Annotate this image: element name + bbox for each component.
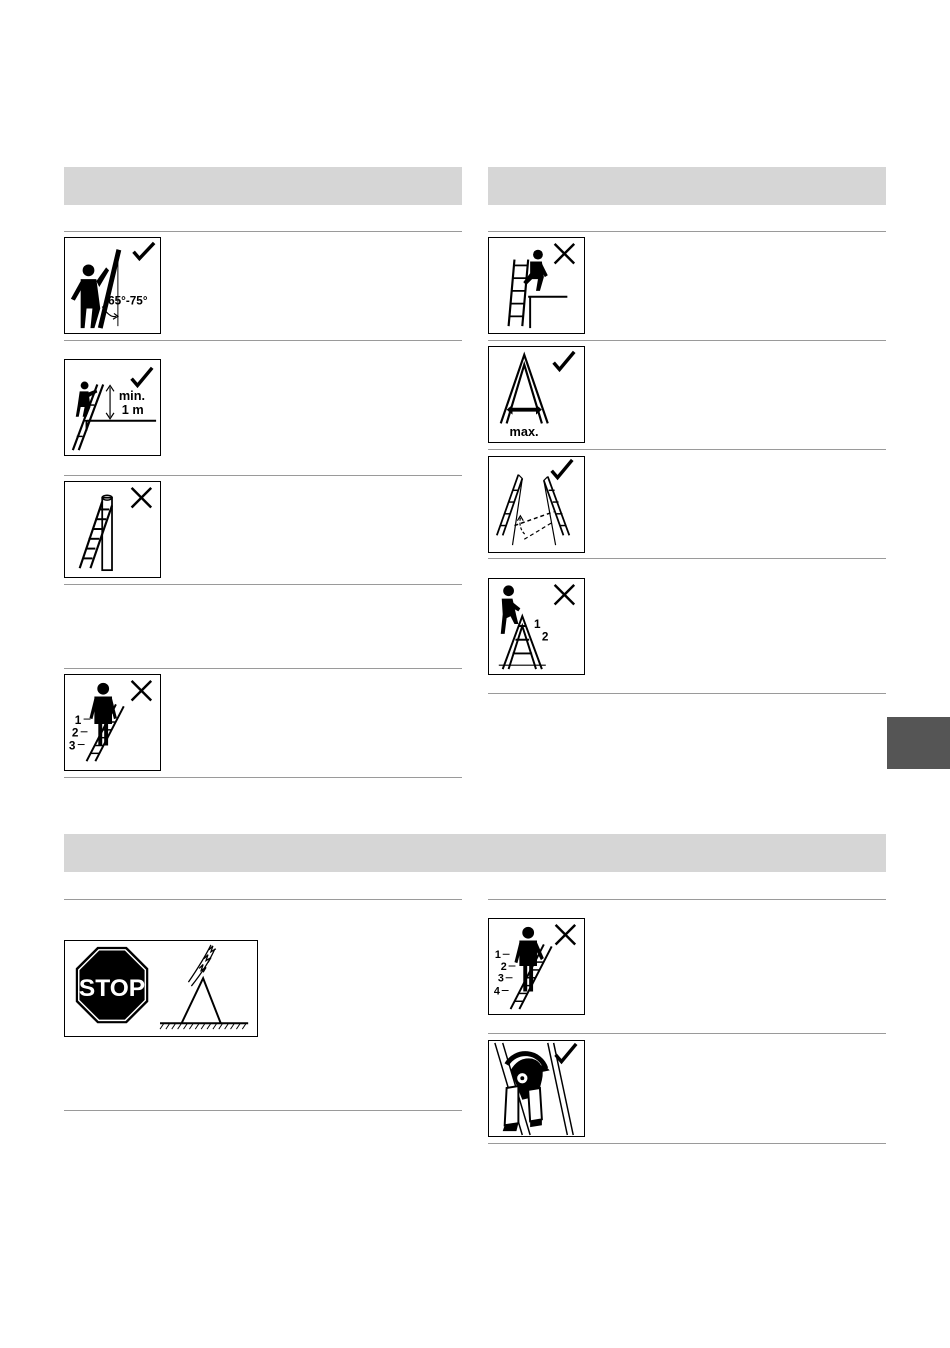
cross-icon bbox=[555, 244, 575, 264]
stepladder-top-rungs-pictogram bbox=[488, 578, 585, 675]
distance-label: 1 m bbox=[121, 401, 144, 417]
divider bbox=[64, 231, 462, 232]
divider bbox=[64, 340, 462, 341]
divider bbox=[64, 777, 462, 778]
stepladder-max-spread-pictogram bbox=[488, 346, 585, 443]
min-label: min. bbox=[118, 388, 146, 404]
cross-icon bbox=[132, 488, 152, 508]
divider bbox=[64, 1110, 462, 1111]
divider bbox=[488, 340, 886, 341]
ladder-extension-height-pictogram bbox=[64, 359, 161, 456]
check-icon bbox=[556, 1044, 577, 1062]
divider bbox=[64, 668, 462, 669]
section-header-band-right bbox=[488, 167, 886, 205]
angle-label: 65°-75° bbox=[108, 294, 148, 308]
svg-text:4: 4 bbox=[493, 985, 500, 998]
divider bbox=[488, 693, 886, 694]
hinge-lock-pictogram bbox=[488, 1040, 585, 1137]
svg-text:1: 1 bbox=[534, 617, 541, 631]
check-icon bbox=[132, 368, 153, 386]
extension-ladder-top-rungs-pictogram bbox=[488, 918, 585, 1015]
divider bbox=[64, 899, 462, 900]
section-header-band-left bbox=[64, 167, 462, 205]
divider bbox=[488, 449, 886, 450]
cross-icon bbox=[555, 585, 575, 605]
divider bbox=[64, 584, 462, 585]
svg-text:1: 1 bbox=[74, 713, 82, 727]
check-icon bbox=[552, 460, 573, 478]
ladder-against-pole-pictogram bbox=[64, 481, 161, 578]
svg-text:1: 1 bbox=[494, 949, 501, 962]
cross-icon bbox=[556, 925, 576, 945]
check-icon bbox=[554, 352, 575, 370]
divider bbox=[488, 899, 886, 900]
divider bbox=[488, 1033, 886, 1034]
ladder-top-rungs-pictogram bbox=[64, 674, 161, 771]
stepladder-spreader-pictogram bbox=[488, 456, 585, 553]
section-header-band-bottom bbox=[64, 834, 886, 872]
divider bbox=[488, 231, 886, 232]
divider bbox=[488, 1143, 886, 1144]
step-over-pictogram bbox=[488, 237, 585, 334]
divider bbox=[64, 475, 462, 476]
max-label: max. bbox=[509, 424, 539, 440]
svg-text:2: 2 bbox=[541, 630, 549, 644]
svg-text:3: 3 bbox=[68, 739, 76, 753]
stop-power-line-pictogram bbox=[64, 940, 258, 1037]
svg-text:3: 3 bbox=[497, 972, 504, 985]
svg-text:2: 2 bbox=[500, 960, 507, 973]
ladder-angle-pictogram bbox=[64, 237, 161, 334]
check-icon bbox=[134, 243, 155, 259]
divider bbox=[488, 558, 886, 559]
cross-icon bbox=[132, 681, 152, 701]
svg-text:2: 2 bbox=[71, 726, 79, 740]
stop-label: STOP bbox=[78, 974, 146, 1002]
chapter-tab bbox=[887, 717, 950, 769]
